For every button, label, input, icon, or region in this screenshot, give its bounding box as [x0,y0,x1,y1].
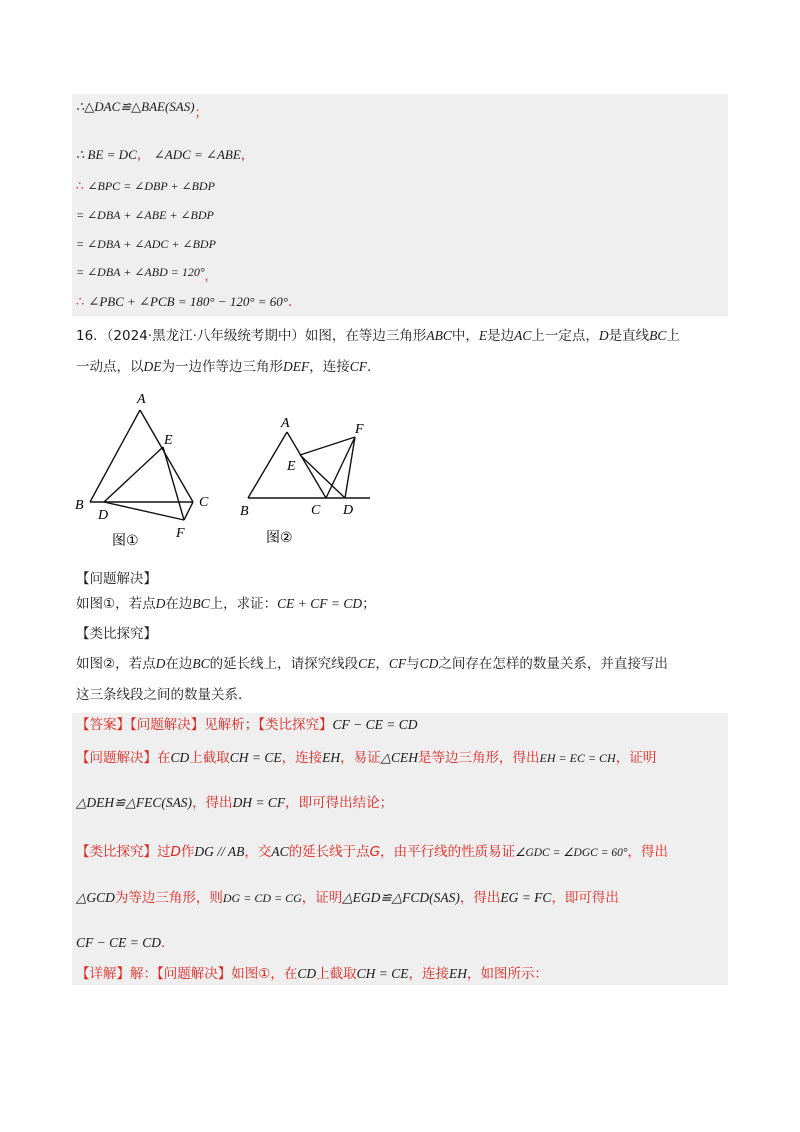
question-text: 是直线 [608,328,650,344]
proof-math: ∠BPC = ∠DBP + ∠BDP [87,179,215,193]
fig1-caption: 图① [112,533,139,549]
answer-math: CD [170,750,190,765]
fig1-label-e: E [164,433,173,448]
answer-math: CD [297,966,317,981]
question-text: 上，求证： [209,596,278,612]
question-text: 如图②，若点 [76,656,156,672]
answer-text: 上截取 [316,966,357,982]
fig1-label-d: D [98,508,109,523]
question-text: 在边 [165,656,193,672]
answer-math: DH = CF [232,795,286,810]
answer-text: ，连接 [281,750,323,766]
answer-math: EH = EC = CH [539,751,616,765]
question-text: 是边 [487,328,515,344]
fig2-seg-ef [300,437,355,455]
proof-math: ∠PBC + ∠PCB = 180° − 120° = 60° [88,294,288,309]
answer-label: 【问题解决】在 [76,750,171,766]
fig2-label-e: E [287,459,296,474]
question-math: CE + CF = CD [277,596,363,611]
fig2-caption: 图② [266,530,293,546]
fig1-seg-ef [163,447,184,520]
fig2-side-ab [248,432,287,498]
figure-1 [90,410,193,520]
answer-math: CH = CE [229,750,282,765]
proof-punct: ， [204,269,217,283]
question-text: 上一定点， [531,328,599,344]
answer-text: 作 [180,844,195,860]
question-text: ； [362,596,376,612]
question-math: D [155,656,166,671]
answer-text: ，证明 [615,750,657,766]
answer-text: ，交 [244,844,272,860]
question-text: 与 [406,656,420,672]
question-math: BC [192,596,210,611]
fig2-label-f: F [355,422,364,437]
answer-math: DG = CD = CG [222,891,302,905]
proof-block-background [72,94,728,316]
answer-text: ，如图所示： [467,966,548,982]
answer-text: ，即可得出 [551,890,619,906]
answer-text: ，得出 [459,890,501,906]
answer-math: △CEH [380,750,419,765]
answer-line-3 [76,793,393,813]
question-text: 一动点，以 [76,359,144,375]
fig1-seg-df [104,502,184,520]
answer-math: EH [449,966,467,981]
proof-math: = ∠DBA + ∠ABD = 120° [76,265,205,279]
fig1-seg-cf [184,502,193,520]
answer-text: ，得出 [192,795,233,811]
answer-math: EH [322,750,341,765]
question-text: 之间存在怎样的数量关系，并直接写出 [438,656,668,672]
answer-math: △DEH≌△FEC(SAS) [76,795,193,810]
part1-heading: 【问题解决】 [76,571,157,587]
answer-math: CF − CE = CD [332,717,418,732]
question-text: 如图①，若点 [76,596,156,612]
answer-text: ，即可得出结论； [285,795,394,811]
proof-line-2 [76,146,254,165]
proof-line-7 [76,293,292,312]
proof-math: ∴ BE = DC [76,147,137,162]
answer-text: ，易证 [340,750,381,766]
fig1-seg-de [104,447,163,502]
question-math: BC [192,656,210,671]
answer-math: △GCD [76,890,115,905]
question-text: 为一边作等边三角形 [161,359,283,375]
proof-punct: ， [240,148,254,163]
question-math: ABC [426,328,452,343]
question-math: AC [514,328,532,343]
answer-math: CF − CE = CD [76,935,161,950]
fig1-label-f: F [176,526,185,541]
answer-text: 上截取 [189,750,230,766]
part2-text-line-2: 这三条线段之间的数量关系. [76,687,243,703]
figure-2 [248,432,370,498]
fig2-label-d: D [343,503,354,518]
answer-text: ，由平行线的性质易证 [380,844,516,860]
question-text: 16．（2024·黑龙江·八年级统考期中）如图，在等边三角形 [76,328,427,344]
question-text: . [367,359,372,375]
answer-text: 的延长线于点 [288,844,370,860]
answer-math: DG // AB [194,844,245,859]
fig2-label-c: C [311,503,321,518]
question-math: CF [349,359,368,374]
proof-math: ∴△DAC≌△BAE(SAS) [76,99,195,114]
question-math: CD [419,656,439,671]
answer-line-6 [76,933,165,953]
question-math: CE [358,656,376,671]
fig2-label-a: A [281,416,290,431]
question-16-line-2 [76,357,371,377]
question-math: BC [649,328,667,343]
fig2-label-b: B [240,504,249,519]
answer-text: ，证明 [301,890,343,906]
answer-label: 【类比探究】过 [76,844,171,860]
proof-line-3 [76,177,215,195]
question-text: ， [375,656,389,672]
question-text: 上 [666,328,680,344]
question-math: D [155,596,166,611]
answer-label: 【答案】【问题解决】见解析；【类比探究】 [76,717,333,733]
proof-line-5 [76,235,216,253]
part1-text [76,594,376,614]
proof-math: ∠ADC = ∠ABE [153,147,241,162]
proof-line-4 [76,206,214,224]
answer-line-2 [76,748,656,768]
proof-punct: ； [194,106,208,121]
proof-punct: . [288,295,293,310]
fig1-label-c: C [199,495,209,510]
question-16-line-1 [76,326,680,346]
fig1-side-ac [140,410,193,502]
answer-math: △EGD≌△FCD(SAS) [342,890,460,905]
question-math: CF [388,656,407,671]
answer-line-7 [76,964,548,984]
fig1-label-a: A [137,392,146,407]
answer-line-5 [76,888,619,908]
fig1-label-b: B [75,498,84,513]
answer-math: CH = CE [356,966,409,981]
question-text: 中， [451,328,479,344]
geometry-figures [60,385,400,560]
question-text: 的延长线上，请探究线段 [209,656,359,672]
question-text: ，连接 [309,359,350,375]
proof-math: = ∠DBA + ∠ADC + ∠BDP [76,237,216,251]
answer-math: G [369,844,381,860]
question-math: D [598,328,609,343]
proof-math: = ∠DBA + ∠ABE + ∠BDP [76,208,214,222]
proof-line-6 [76,263,217,281]
therefore-symbol: ∴ [76,295,85,310]
question-text: 在边 [165,596,193,612]
part2-text-line-1 [76,654,668,674]
answer-math: D [170,844,181,860]
proof-line-1 [76,98,208,121]
question-math: DEF [283,359,310,374]
therefore-symbol: ∴ [76,179,84,193]
answer-math: EG = FC [500,890,552,905]
answer-text: ，连接 [408,966,449,982]
part2-heading: 【类比探究】 [76,626,157,642]
answer-text: 为等边三角形，则 [114,890,223,906]
question-math: DE [143,359,162,374]
answer-label: 【详解】解：【问题解决】如图①，在 [76,966,298,982]
answer-text: . [160,935,166,951]
question-math: E [478,328,488,343]
proof-punct: ， [136,148,150,163]
answer-text: 是等边三角形，得出 [418,750,540,766]
answer-math: ∠GDC = ∠DGC = 60° [515,847,628,859]
answer-line-1 [76,715,417,735]
fig1-side-ab [90,410,140,502]
answer-math: AC [271,844,289,859]
answer-line-4 [76,842,668,863]
answer-text: ，得出 [627,844,668,860]
